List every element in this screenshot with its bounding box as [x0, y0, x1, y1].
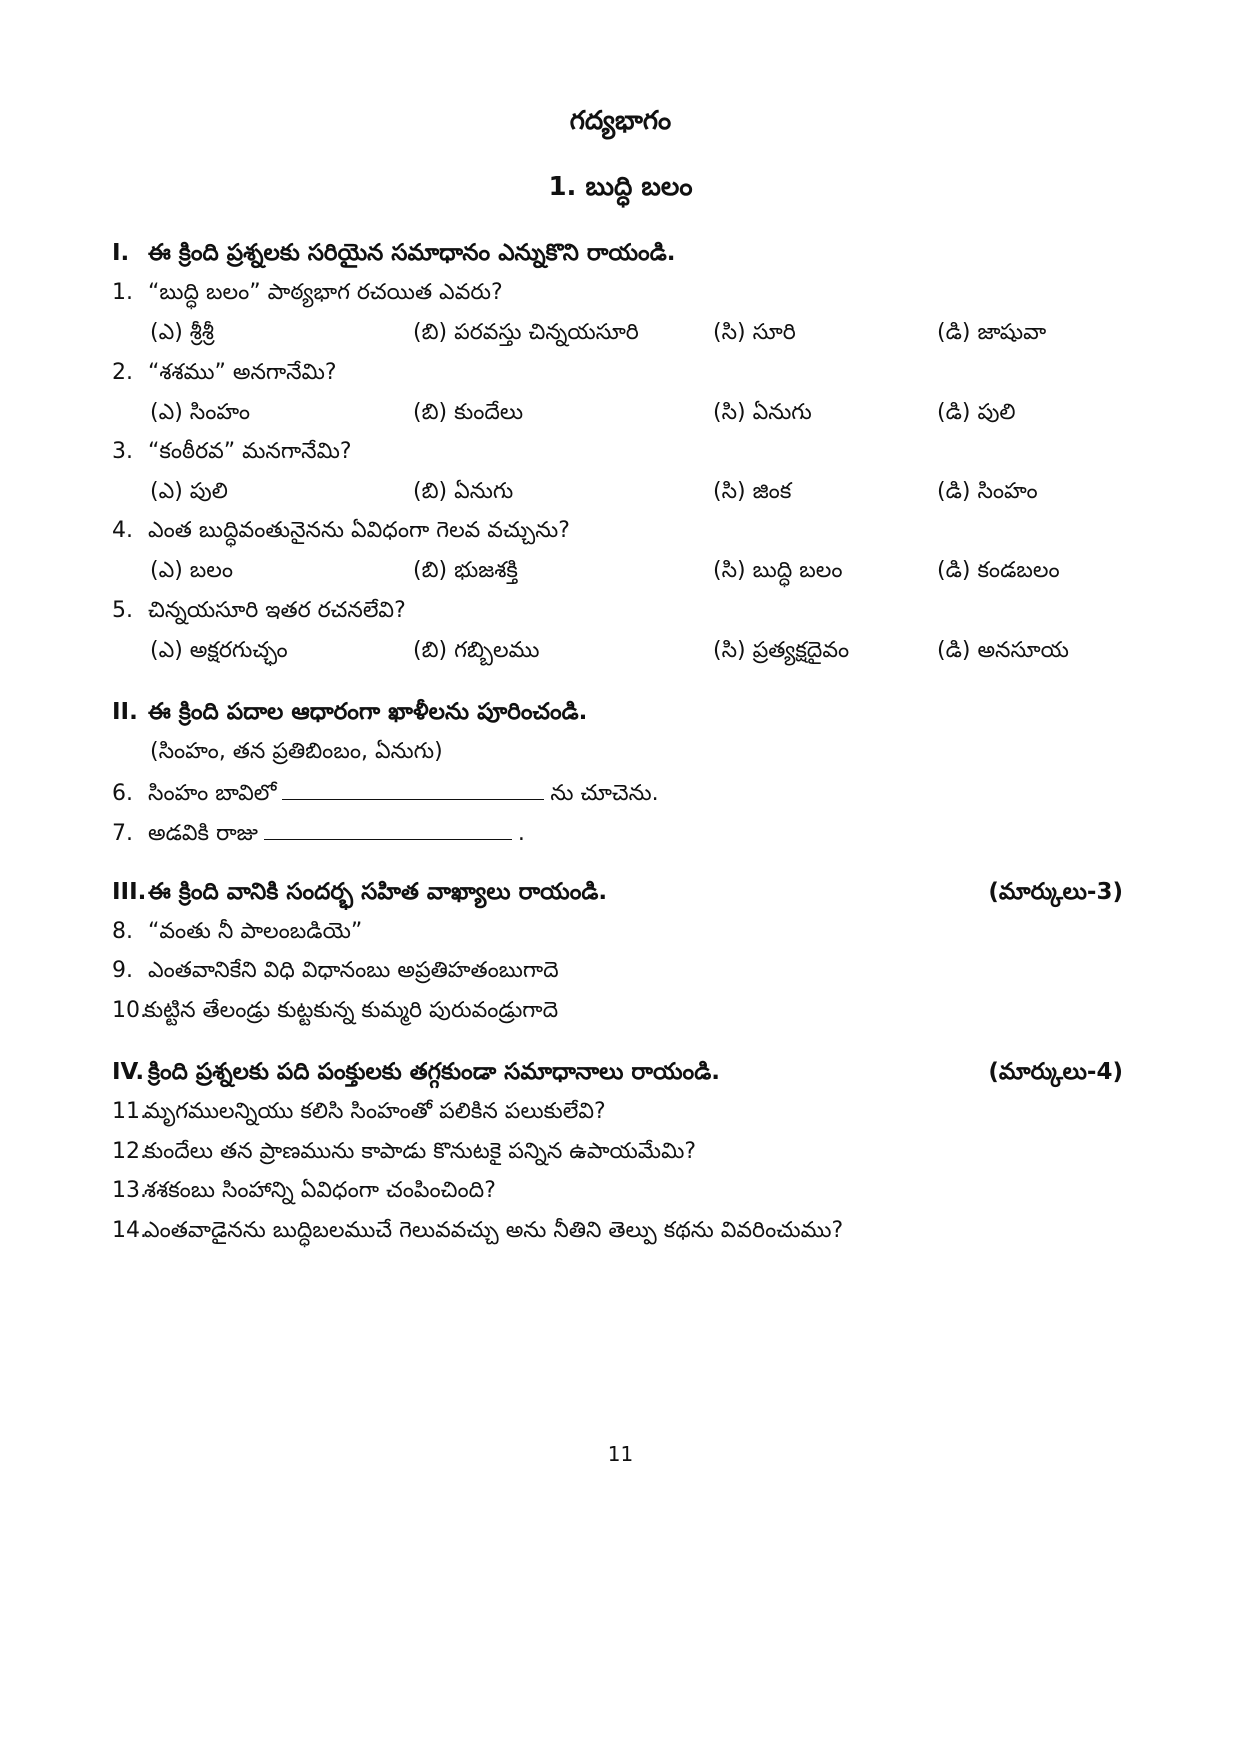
question-number: 3. [112, 439, 133, 464]
question-9 [112, 958, 559, 988]
question-text: ఎంతవానికేని విధి విధానంబు అప్రతిహతంబుగాదె [148, 958, 559, 983]
question-number: 1. [112, 280, 133, 305]
question-text: ఎంత బుద్ధివంతునైనను ఏవిధంగా గెలవ వచ్చును? [148, 518, 570, 543]
section-2-heading [112, 699, 587, 731]
question-number: 5. [112, 598, 133, 623]
option-b: (బి) ఏనుగు [413, 479, 514, 504]
question-10 [112, 998, 558, 1028]
question-number: 9. [112, 958, 133, 983]
question-13 [112, 1178, 496, 1208]
option-d: (డి) కండబలం [937, 558, 1060, 583]
question-text: ఎంతవాడైనను బుద్ధిబలముచే గెలువవచ్చు అను నీతిని తెల్పు కథను వివరించుము? [144, 1218, 844, 1243]
section-heading-text: ఈ క్రింది పదాల ఆధారంగా ఖాళీలను పూరించండి. [148, 699, 588, 725]
question-7 [112, 819, 525, 851]
section-heading-text: క్రింది ప్రశ్నలకు పది పంక్తులకు తగ్గకుండా సమాధానాలు రాయండి. [148, 1059, 720, 1085]
question-number: 10. [112, 998, 147, 1023]
section-heading-text: ఈ క్రింది వానికి సందర్భ సహిత వాఖ్యాలు రాయండి. [148, 879, 608, 905]
question-text-after: ను చూచెను. [550, 781, 659, 806]
question-text-before: అడవికి రాజు [148, 821, 258, 846]
question-text: కుందేలు తన ప్రాణమును కాపాడు కొనుటకై పన్నిన ఉపాయమేమి? [144, 1139, 697, 1164]
option-c: (సి) ప్రత్యక్షదైవం [713, 638, 850, 663]
option-c: (సి) సూరి [713, 320, 796, 345]
question-number: 13. [112, 1178, 147, 1203]
question-number: 11. [112, 1099, 147, 1124]
option-b: (బి) పరవస్తు చిన్నయసూరి [413, 320, 639, 345]
section-number: IV. [112, 1059, 145, 1085]
question-4 [112, 518, 570, 548]
option-a: (ఎ) శ్రీశ్రీ [150, 320, 215, 345]
question-6 [112, 779, 659, 811]
option-d: (డి) అనసూయ [937, 638, 1069, 663]
option-c: (సి) జింక [713, 479, 792, 504]
question-number: 8. [112, 919, 133, 944]
option-b: (బి) గబ్బిలము [413, 638, 540, 663]
question-number: 12. [112, 1139, 147, 1164]
question-text: “బుద్ధి బలం” పాఠ్యభాగ రచయిత ఎవరు? [148, 280, 503, 305]
section-4-marks: (మార్కులు-4) [988, 1059, 1123, 1085]
option-d: (డి) జాషువా [937, 320, 1047, 345]
question-number: 4. [112, 518, 133, 543]
question-text: మృగములన్నియు కలిసి సింహంతో పలికిన పలుకులేవి? [144, 1099, 606, 1124]
page-number: 11 [607, 1442, 634, 1466]
option-b: (బి) కుందేలు [413, 400, 524, 425]
fill-blank-line [282, 779, 544, 800]
option-a: (ఎ) బలం [150, 558, 234, 583]
section-3-heading [112, 879, 607, 911]
option-a: (ఎ) పులి [150, 479, 228, 504]
question-number: 14. [112, 1218, 147, 1243]
question-text: “శశము” అనగానేమి? [148, 360, 337, 385]
question-text-before: సింహం బావిలో [148, 781, 277, 806]
question-text: శశకంబు సింహాన్ని ఏవిధంగా చంపించింది? [144, 1178, 496, 1203]
question-5 [112, 598, 406, 628]
section-3-marks: (మార్కులు-3) [988, 879, 1123, 905]
question-text: “వంతు నీ పాలంబడియె” [148, 919, 363, 944]
option-a: (ఎ) అక్షరగుచ్ఛం [150, 638, 288, 663]
question-11 [112, 1099, 606, 1129]
option-a: (ఎ) సింహం [150, 400, 251, 425]
question-12 [112, 1139, 696, 1169]
section-4-heading [112, 1059, 720, 1091]
question-1 [112, 280, 503, 310]
unit-title: గద్యభాగం [569, 106, 672, 136]
option-d: (డి) పులి [937, 400, 1016, 425]
section-number: II. [112, 699, 138, 725]
section-heading-text: ఈ క్రింది ప్రశ్నలకు సరియైన సమాధానం ఎన్నుకొని రాయండి. [148, 240, 676, 266]
fill-blank-line [264, 819, 512, 840]
question-text: చిన్నయసూరి ఇతర రచనలేవి? [148, 598, 406, 623]
lesson-title: 1. బుద్ధి బలం [548, 172, 693, 202]
question-text: కుట్టిన తేలండ్రు కుట్టకున్న కుమ్మరి పురువండ్రుగాదె [144, 998, 559, 1023]
option-c: (సి) బుద్ధి బలం [713, 558, 843, 583]
section-number: III. [112, 879, 147, 905]
question-number: 6. [112, 781, 133, 806]
option-b: (బి) భుజశక్తి [413, 558, 518, 583]
question-14 [112, 1218, 843, 1248]
question-number: 2. [112, 360, 133, 385]
word-hint: (సింహం, తన ప్రతిబింబం, ఏనుగు) [150, 739, 443, 764]
option-c: (సి) ఏనుగు [713, 400, 812, 425]
question-text-after: . [517, 821, 525, 846]
section-1-heading [112, 240, 675, 272]
question-text: “కంఠీరవ” మనగానేమి? [148, 439, 352, 464]
question-2 [112, 360, 337, 390]
question-number: 7. [112, 821, 133, 846]
option-d: (డి) సింహం [937, 479, 1038, 504]
question-8 [112, 919, 362, 949]
question-3 [112, 439, 352, 469]
section-number: I. [112, 240, 130, 266]
